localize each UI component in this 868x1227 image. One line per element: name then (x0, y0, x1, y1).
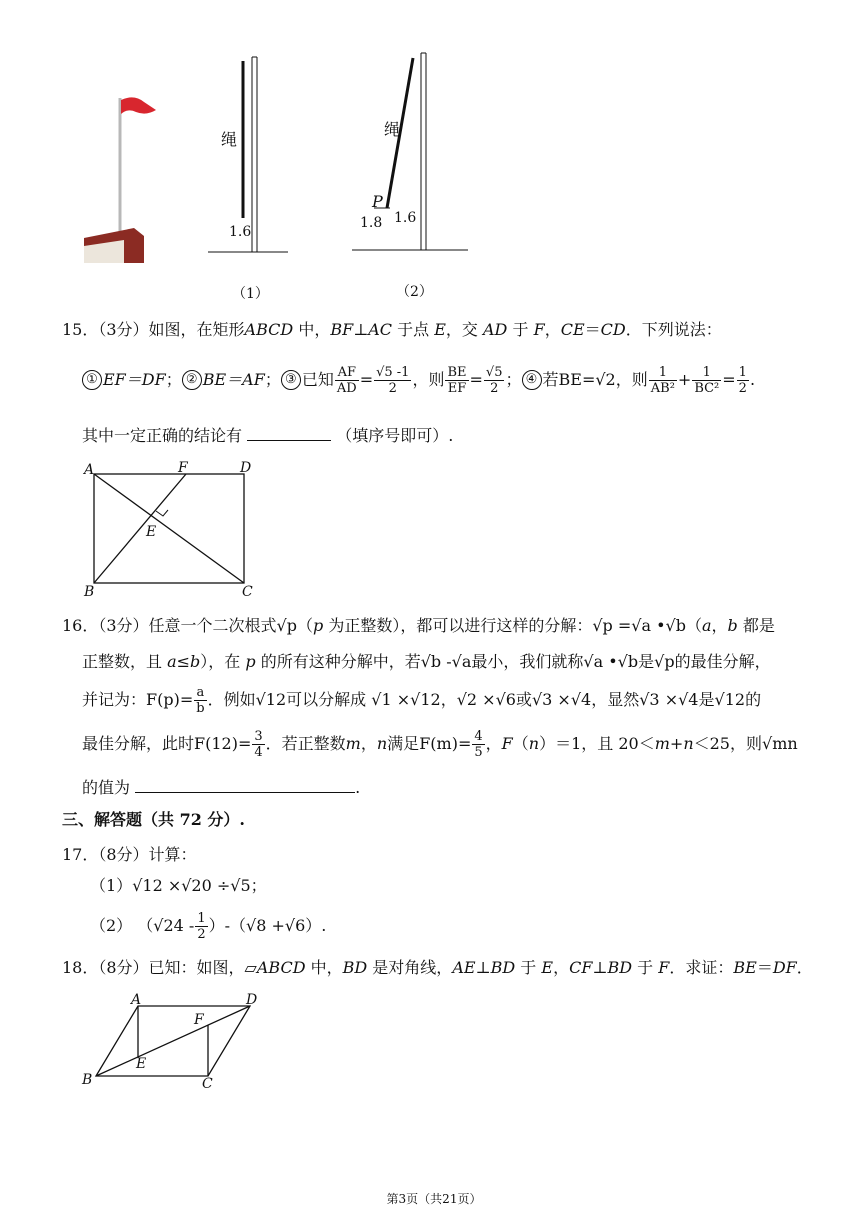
figure-1 (200, 52, 310, 262)
rectangle-figure (80, 458, 270, 598)
q17-part2: （2） （√24 - $\frac{1}{2}$ ）-（√8 +√6）. (90, 910, 327, 942)
rect-label-c: C (242, 584, 253, 600)
fig1-height-label: 1.6 (229, 224, 252, 240)
page-footer: 第3页（共21页） (386, 1192, 482, 1206)
fig2-point-p: P (372, 192, 383, 211)
para-label-f: F (194, 1012, 204, 1028)
rect-label-f: F (178, 460, 188, 476)
fig2-height-1-8: 1.8 (360, 215, 383, 231)
q16-line3: 并记为： F(p)= $\frac{a}{b}$ ．例如 √12 可以分解成 √1 ×√12 ， √2 ×√6 或 √3 ×√4 ，显然 √3 ×√4 是 √12 的 (82, 684, 762, 716)
q16-line2: 正整数，且 a≤b），在 p 的所有这种分解中，若√b -√a最小，我们就称√a •√b是√p的最佳分解， (82, 652, 771, 671)
para-label-d: D (246, 992, 258, 1008)
q15-options: ① EF＝DF ； ② BE＝AF ； ③ 已知 $\frac{AF}{AD}$ = $\frac{√5 -1}{2}$ ，则 $\frac{BE}{EF}$ = $\frac{√5}{2}$ ； ④ 若 BE=√2 ，则 $\frac{1}{\text{AB²}}$ + $\frac{1}{\text{BC²}}$ = $\frac{1}{2}$ . (82, 360, 755, 400)
q15-stem: 15．（3分）如图，在矩形ABCD 中，BF⊥AC 于点 E，交 AD 于 F，CE＝CD．下列说法： (62, 320, 722, 339)
q16-line1: 16．（3分）任意一个二次根式√p（p 为正整数），都可以进行这样的分解：√p =√a •√b（a，b 都是 (62, 616, 775, 635)
fig2-caption: （2） (396, 284, 433, 300)
para-label-e: E (136, 1056, 147, 1072)
q18-stem: 18．（8分）已知：如图，▱ABCD 中，BD 是对角线，AE⊥BD 于 E，CF⊥BD 于 F．求证：BE＝DF． (62, 958, 813, 977)
q17-part1: （1）√12 ×√20 ÷√5； (90, 876, 267, 895)
rect-label-e: E (146, 524, 157, 540)
fig1-rope-label: 绳 (221, 130, 238, 149)
q15-answer-blank[interactable] (247, 424, 331, 441)
rect-label-b: B (84, 584, 95, 600)
para-label-b: B (82, 1072, 93, 1088)
fig2-rope-label: 绳 (384, 120, 401, 139)
para-label-a: A (131, 992, 142, 1008)
fig2-height-1-6: 1.6 (394, 210, 417, 226)
q15-ask: 其中一定正确的结论有 （填序号即可）. (82, 426, 454, 445)
q16-answer-blank[interactable] (135, 776, 355, 793)
fig1-caption: （1） (232, 286, 269, 302)
flagpole-photo (84, 88, 164, 268)
rect-label-d: D (240, 460, 252, 476)
para-label-c: C (202, 1076, 213, 1092)
q16-line5: 的值为 . (82, 778, 361, 797)
q16-line4: 最佳分解，此时 F(12)= $\frac{3}{4}$ ．若正整数 m ， n 满足 F(m)= $\frac{4}{5}$ ， F （ n ）＝1，且 20＜ m+n ＜25，则 √mn (82, 728, 798, 760)
rect-label-a: A (84, 462, 95, 478)
section-3-heading: 三、解答题（共 72 分）. (62, 810, 245, 829)
parallelogram-figure (80, 990, 270, 1090)
q17-title: 17．（8分）计算： (62, 845, 197, 864)
